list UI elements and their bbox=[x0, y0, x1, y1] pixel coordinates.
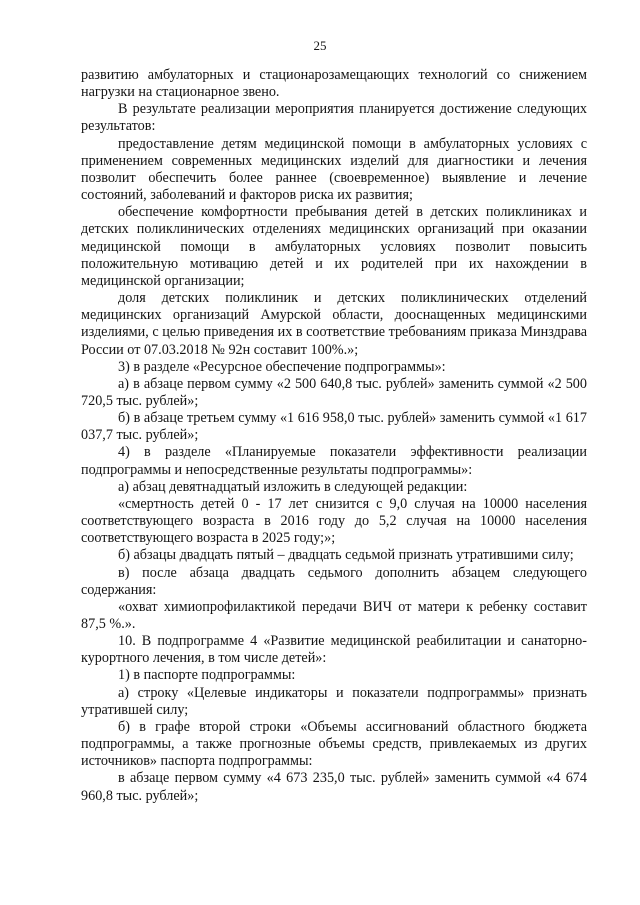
paragraph: 4) в разделе «Планируемые показатели эффективности реализации подпрограммы и непосредственные результаты подпрограммы»: bbox=[81, 444, 587, 478]
paragraph: а) абзац девятнадцатый изложить в следующей редакции: bbox=[118, 478, 468, 495]
paragraph: предоставление детям медицинской помощи в амбулаторных условиях с применением современных медицинских изделий для диагностики и лечения позволит обеспечить более раннее (своевременное) выявление и лечение состояний, заболеваний и факторов риска их развития; bbox=[81, 135, 587, 204]
paragraph: доля детских поликлиник и детских поликлинических отделений медицинских организаций Амурской области, дооснащенных медицинскими изделиями, с целью приведения их в соответствие требованиям приказа Минздрава России от 07.03.2018 № 92н составит 100%.»; bbox=[81, 290, 587, 358]
paragraph: В результате реализации мероприятия планируется достижение следующих результатов: bbox=[81, 101, 587, 135]
paragraph: развитию амбулаторных и стационарозамещающих технологий со снижением нагрузки на стационарное звено. bbox=[81, 67, 587, 101]
paragraph: обеспечение комфортности пребывания детей в детских поликлиниках и детских поликлинических отделениях медицинских организаций при оказании медицинской помощи в амбулаторных условиях позволит повысить положительную мотивацию детей и их родителей при их нахождении в медицинской организации; bbox=[81, 204, 587, 289]
paragraph: «смертность детей 0 - 17 лет снизится с 9,0 случая на 10000 населения соответствующего возраста в 2016 году до 5,2 случая на 10000 населения соответствующего возраста в 2025 году;»; bbox=[81, 495, 587, 547]
paragraph: б) абзацы двадцать пятый – двадцать седьмой признать утратившими силу; bbox=[118, 547, 574, 564]
paragraph: а) в абзаце первом сумму «2 500 640,8 тыс. рублей» заменить суммой «2 500 720,5 тыс. рублей»; bbox=[81, 375, 587, 409]
paragraph: 1) в паспорте подпрограммы: bbox=[118, 667, 296, 684]
paragraph: б) в графе второй строки «Объемы ассигнований областного бюджета подпрограммы, а также прогнозные объемы средств, привлекаемых из других источников» паспорта подпрограммы: bbox=[81, 718, 587, 770]
paragraph: 10. В подпрограмме 4 «Развитие медицинской реабилитации и санаторно-курортного лечения, в том числе детей»: bbox=[81, 633, 587, 667]
paragraph: «охват химиопрофилактикой передачи ВИЧ от матери к ребенку составит 87,5 %.». bbox=[81, 598, 587, 632]
paragraph: б) в абзаце третьем сумму «1 616 958,0 тыс. рублей» заменить суммой «1 617 037,7 тыс. рублей»; bbox=[81, 410, 587, 444]
paragraph: в абзаце первом сумму «4 673 235,0 тыс. рублей» заменить суммой «4 674 960,8 тыс. рублей»; bbox=[81, 770, 587, 804]
paragraph: 3) в разделе «Ресурсное обеспечение подпрограммы»: bbox=[118, 358, 446, 375]
paragraph: а) строку «Целевые индикаторы и показатели подпрограммы» признать утратившей силу; bbox=[81, 684, 587, 718]
document-body bbox=[81, 67, 587, 805]
paragraph: в) после абзаца двадцать седьмого дополнить абзацем следующего содержания: bbox=[81, 564, 587, 598]
page-number: 25 bbox=[313, 38, 327, 53]
